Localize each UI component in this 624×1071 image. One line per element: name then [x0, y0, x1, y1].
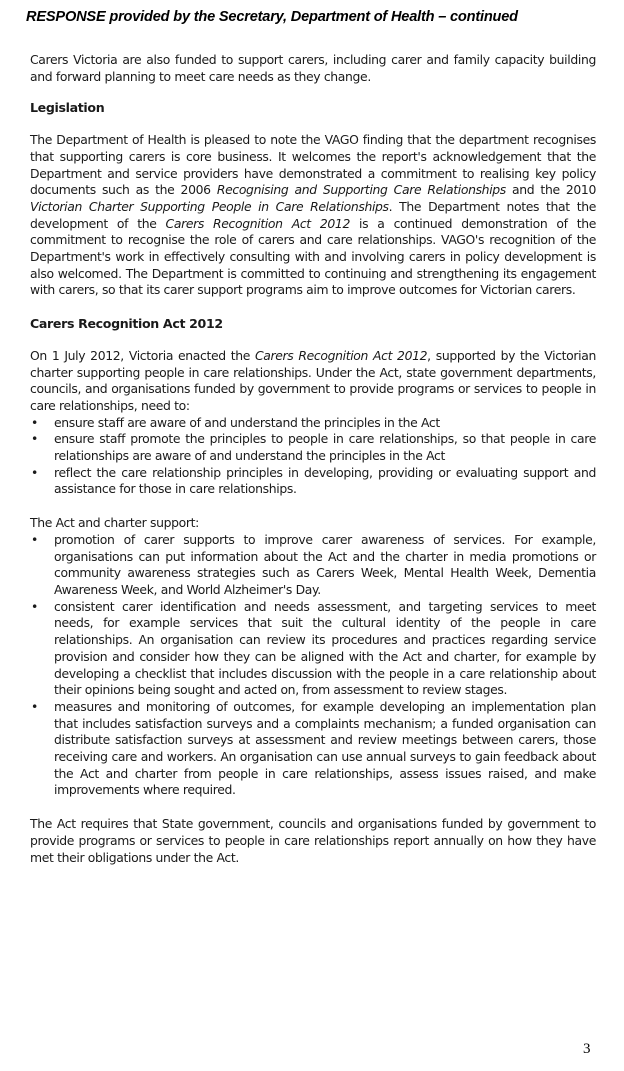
list-item-text: ensure staff promote the principles to people in care relationships, so that people in care relationships are aware of and understand the principles in the Act [54, 431, 596, 464]
legislation-text-3: . The Department notes that the development of the [30, 198, 596, 231]
legislation-heading: Legislation [30, 100, 105, 116]
legislation-text-4: is a continued demonstration of the commitment to recognise the role of carers and care relationships. VAGO's recognition of the Department's work in effectively consulting with and involving carers in policy development is also welcomed. The Department is committed to continuing and strengthening its engagement with carers, so that its carer support programs aim to improve outcomes for Victorian carers. [30, 215, 596, 298]
list-item-text: promotion of carer supports to improve carer awareness of services. For example, organisations can put information about the Act and the charter in media promotions or community awareness strategies such as Carers Week, Mental Health Week, Dementia Awareness Week, and World Alzheimer's Day. [54, 531, 596, 597]
legislation-italic-2: Victorian Charter Supporting People in Care Relationships [30, 198, 389, 214]
list-item [30, 415, 596, 432]
list-item [30, 699, 596, 799]
act-paragraph [30, 348, 596, 415]
act-bullet-list [30, 415, 596, 499]
legislation-text-1: The Department of Health is pleased to note the VAGO finding that the department recognises that supporting carers is core business. It welcomes the report's acknowledgement that the Department and service providers have demonstrated a commitment to realising key policy documents such as the 2006 [30, 132, 596, 198]
list-item-text: consistent carer identification and needs assessment, and targeting services to meet needs, for example services that suit the cultural identity of the people in care relationships. An organisation can review its procedures and practices regarding service provision and consider how they can be aligned with the Act and charter, for example by developing a checklist that includes discussion with the people in a care relationship about their opinions being sought and acted on, from assessment to review stages. [54, 598, 596, 698]
support-intro: The Act and charter support: [30, 515, 199, 531]
legislation-italic-1: Recognising and Supporting Care Relationships [216, 182, 506, 198]
bullet-icon: • [31, 464, 38, 480]
legislation-paragraph [30, 132, 596, 299]
list-item-text: measures and monitoring of outcomes, for example developing an implementation plan that includes satisfaction surveys and a complaints mechanism; a funded organisation can distribute satisfaction surveys at assessment and review meetings between carers, those receiving care and workers. An organisation can use annual surveys to gain feedback about the Act and charter from people in care relationships, assess issues raised, and make improvements where required. [54, 698, 596, 798]
page-header: RESPONSE provided by the Secretary, Department of Health – continued [26, 9, 518, 25]
closing-paragraph: The Act requires that State government, councils and organisations funded by government to provide programs or services to people in care relationships report annually on how they have met their obligations under the Act. [30, 816, 596, 865]
list-item [30, 532, 596, 599]
list-item [30, 599, 596, 699]
support-bullet-list [30, 532, 596, 799]
list-item [30, 431, 596, 464]
legislation-text-2: and the 2010 [505, 182, 596, 198]
bullet-icon: • [31, 431, 38, 447]
act-italic: Carers Recognition Act 2012 [255, 347, 428, 363]
list-item-text: ensure staff are aware of and understand the principles in the Act [54, 414, 440, 430]
bullet-icon: • [31, 698, 38, 714]
bullet-icon: • [31, 531, 38, 547]
act-text-1: On 1 July 2012, Victoria enacted the [30, 347, 255, 363]
intro-paragraph: Carers Victoria are also funded to support carers, including carer and family capacity building and forward planning to meet care needs as they change. [30, 52, 596, 84]
act-heading: Carers Recognition Act 2012 [30, 316, 223, 332]
list-item-text: reflect the care relationship principles in developing, providing or evaluating support and assistance for those in care relationships. [54, 464, 596, 497]
legislation-italic-3: Carers Recognition Act 2012 [165, 215, 350, 231]
list-item [30, 465, 596, 498]
document-body [30, 52, 596, 866]
act-text-2: , supported by the Victorian charter supporting people in care relationships. Under the Act, state government departments, councils, and organisations funded by government to provide programs or services to people in care relationships, need to: [30, 347, 596, 413]
bullet-icon: • [31, 414, 38, 430]
bullet-icon: • [31, 598, 38, 614]
page-number: 3 [583, 1041, 591, 1057]
